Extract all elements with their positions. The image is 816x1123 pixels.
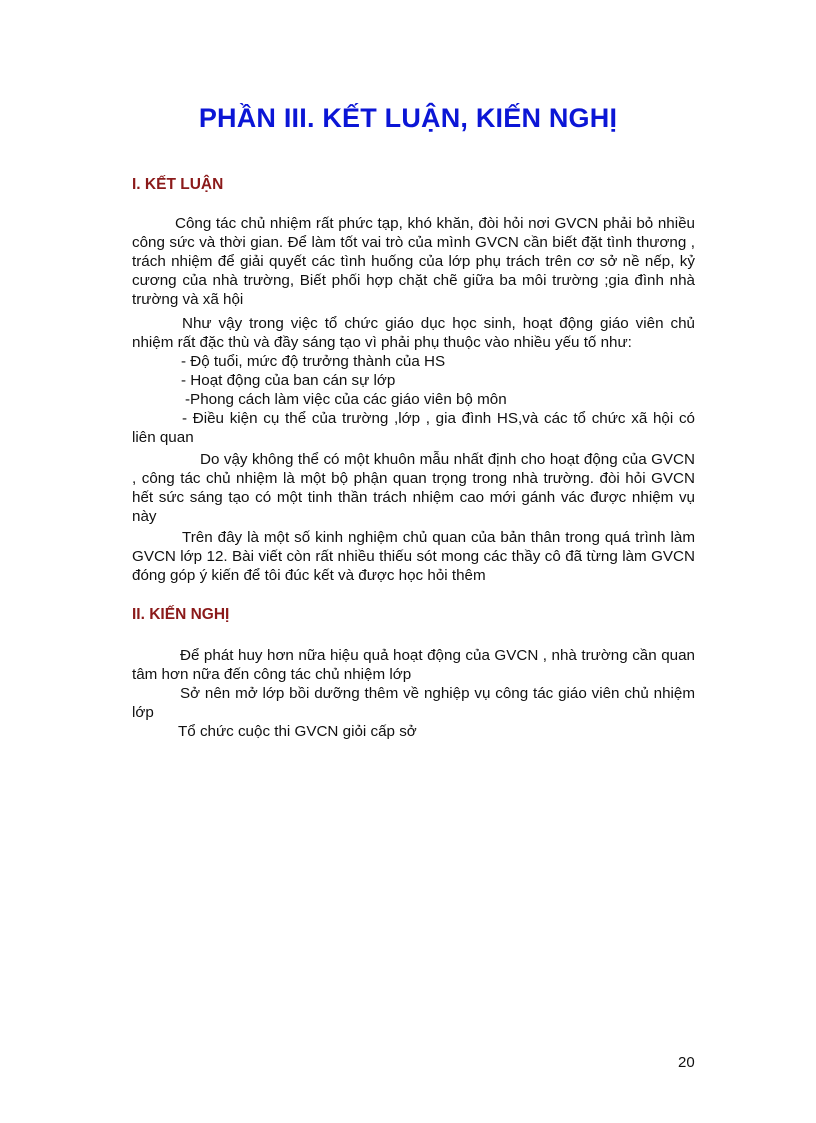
- list-item: - Hoạt động của ban cán sự lớp: [181, 372, 396, 389]
- recommendation-paragraph-1: Để phát huy hơn nữa hiệu quả hoạt động của GVCN , nhà trường cần quan tâm hơn nữa đến công tác chủ nhiệm lớp: [132, 647, 695, 683]
- recommendation-paragraph-2: Sở nên mở lớp bồi dưỡng thêm về nghiệp vụ công tác giáo viên chủ nhiệm lớp: [132, 685, 695, 721]
- conclusion-paragraph-1: Công tác chủ nhiệm rất phức tạp, khó khăn, đòi hỏi nơi GVCN phải bỏ nhiều công sức và thời gian. Để làm tốt vai trò của mình GVCN cần biết đặt tình thương , trách nhiệm để giải quyết các tình huống của lớp phụ trách trên cơ sở nề nếp, kỷ cương của nhà trường, Biết phối hợp chặt chẽ giữa ba môi trường ;gia đình nhà trường và xã hội: [132, 215, 695, 308]
- page-number: 20: [678, 1054, 695, 1071]
- list-item: - Độ tuổi, mức độ trưởng thành của HS: [181, 353, 446, 370]
- page-title: PHẦN III. KẾT LUẬN, KIẾN NGHỊ: [198, 103, 618, 133]
- list-item: -Phong cách làm việc của các giáo viên bộ môn: [185, 391, 507, 408]
- section-heading-recommendation: II. KIẾN NGHỊ: [132, 606, 230, 623]
- section-heading-conclusion: I. KẾT LUẬN: [132, 176, 224, 193]
- recommendation-paragraph-3: Tổ chức cuộc thi GVCN giỏi cấp sở: [178, 723, 417, 740]
- list-item: - Điều kiện cụ thể của trường ,lớp , gia đình HS,và các tổ chức xã hội có liên quan: [132, 410, 695, 446]
- conclusion-paragraph-4: Trên đây là một số kinh nghiệm chủ quan của bản thân trong quá trình làm GVCN lớp 12. Bài viết còn rất nhiều thiếu sót mong các thầy cô đã từng làm GVCN đóng góp ý kiến để tôi đúc kết và được học hỏi thêm: [132, 529, 695, 584]
- conclusion-paragraph-3: Do vậy không thể có một khuôn mẫu nhất định cho hoạt động của GVCN , công tác chủ nhiệm là một bộ phận quan trọng trong nhà trường. đòi hỏi GVCN hết sức sáng tạo có một tinh thần trách nhiệm cao mới gánh vác được nhiệm vụ này: [132, 451, 695, 525]
- conclusion-paragraph-2: Như vậy trong việc tổ chức giáo dục học sinh, hoạt động giáo viên chủ nhiệm rất đặc thù và đầy sáng tạo vì phải phụ thuộc vào nhiều yếu tố như:: [132, 315, 695, 351]
